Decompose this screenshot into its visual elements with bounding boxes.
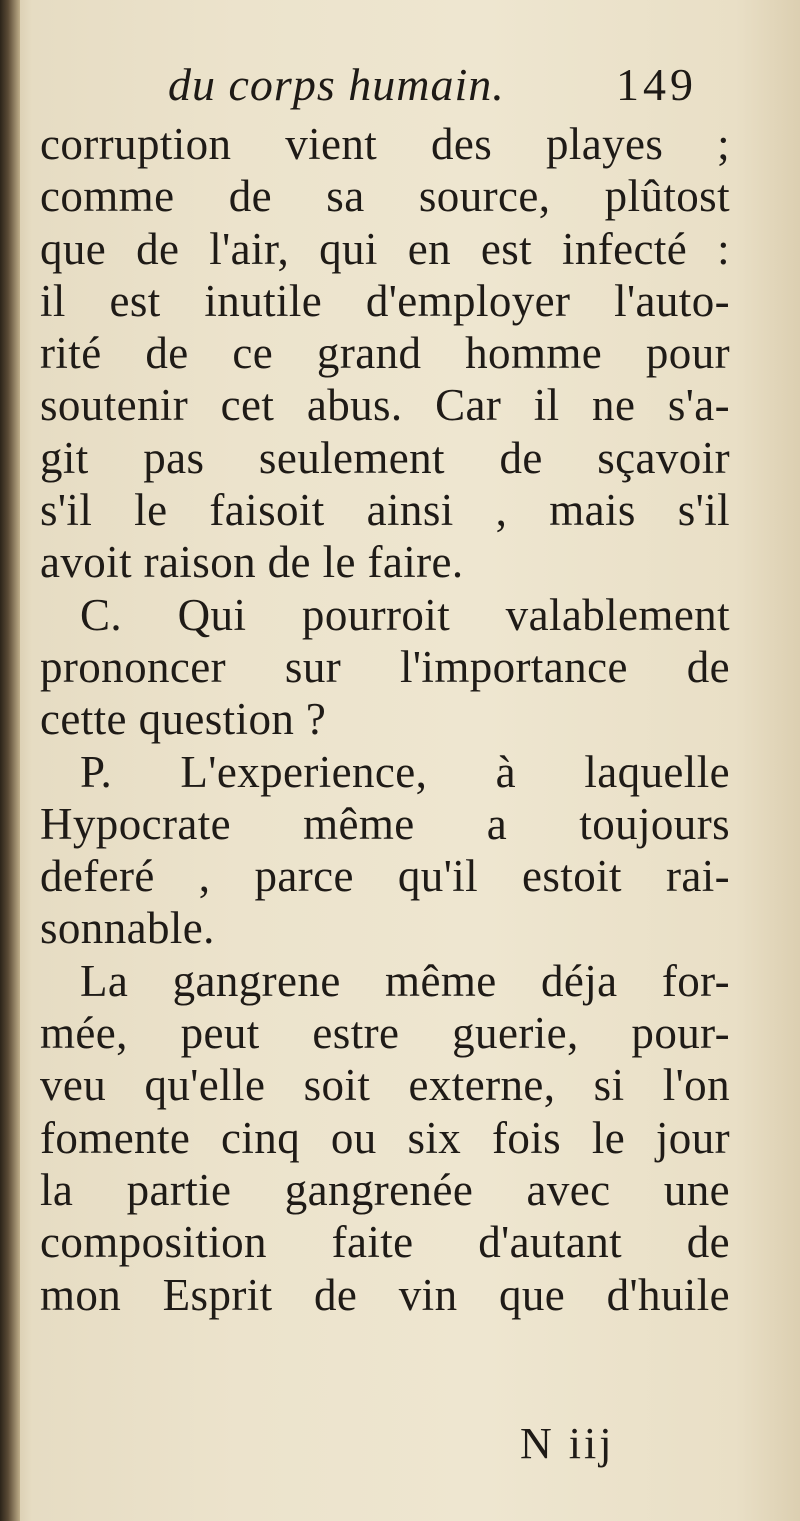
text-line: La gangrene même déja for- (80, 955, 730, 1006)
text-line: rité de ce grand homme pour (40, 328, 730, 379)
text-line: la partie gangrenée avec une (40, 1164, 730, 1215)
text-line: corruption vient des playes ; (40, 119, 730, 169)
text-line: que de l'air, qui en est infecté : (40, 223, 730, 274)
text-line: prononcer sur l'importance de (40, 641, 730, 692)
page-number: 149 (616, 59, 697, 110)
page-header (0, 58, 800, 118)
text-line: mée, peut estre guerie, pour- (40, 1008, 730, 1059)
text-line: soutenir cet abus. Car il ne s'a- (40, 380, 730, 431)
text-line: composition faite d'autant de (40, 1217, 730, 1268)
text-line: veu qu'elle soit externe, si l'on (40, 1060, 730, 1111)
catchword-signature: N iij (520, 1419, 615, 1468)
text-line: comme de sa source, plûtost (40, 171, 730, 222)
text-line: deferé , parce qu'il estoit rai- (40, 851, 730, 902)
text-line: avoit raison de le faire. (40, 537, 464, 588)
text-line: Hypocrate même a toujours (40, 798, 730, 849)
text-line: mon Esprit de vin que d'huile (40, 1269, 730, 1320)
text-line: git pas seulement de sçavoir (40, 432, 730, 483)
body-text (40, 118, 730, 1321)
text-line: fomente cinq ou six fois le jour (40, 1112, 730, 1163)
text-line: cette question ? (40, 694, 327, 745)
text-line: P. L'experience, à laquelle (80, 746, 730, 797)
running-head: du corps humain. (168, 59, 505, 110)
text-line: sonnable. (40, 903, 215, 954)
text-line: il est inutile d'employer l'auto- (40, 275, 730, 326)
text-line: s'il le faisoit ainsi , mais s'il (40, 485, 730, 536)
book-spine-shadow (0, 0, 20, 1521)
text-line: C. Qui pourroit valablement (80, 589, 730, 640)
